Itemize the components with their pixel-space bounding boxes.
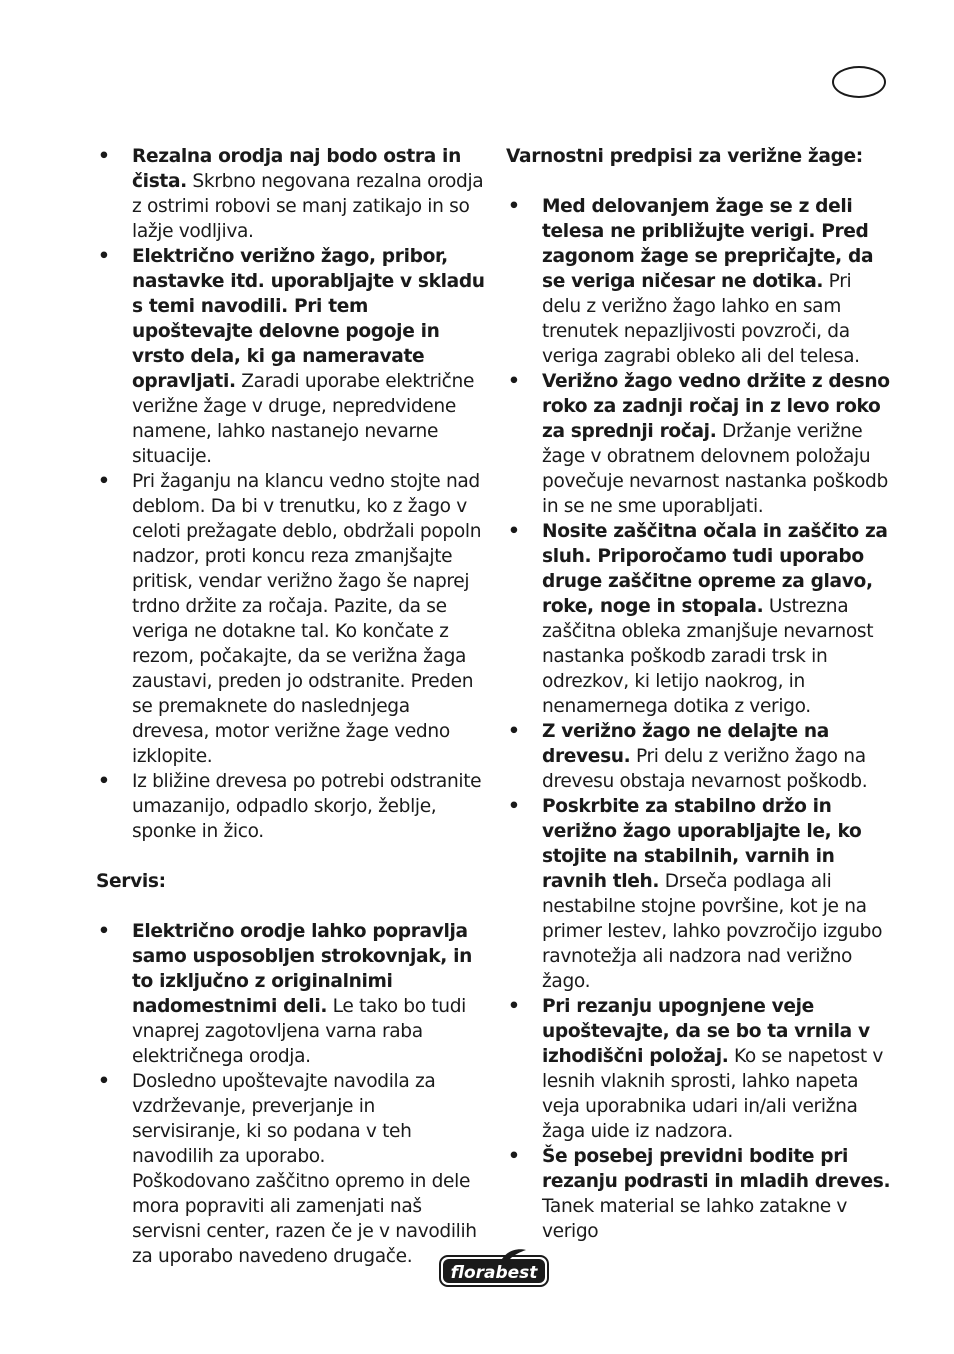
bullet-icon: • bbox=[508, 521, 520, 542]
item-text: Pri delu z verižno žago lahko en sam trenutek nepazljivosti povzroči, da veriga zagrabi obleko ali del telesa. bbox=[542, 271, 860, 367]
list-item bbox=[506, 194, 892, 369]
bullet-icon: • bbox=[508, 796, 520, 817]
list-item bbox=[506, 1144, 892, 1244]
item-text: Tanek material se lahko zatakne v verigo bbox=[542, 1196, 848, 1242]
item-text: Skrbno negovana rezalna orodja z ostrimi robovi se manj zatikajo in so lažje vodljiva. bbox=[132, 171, 484, 242]
bullet-icon: • bbox=[98, 146, 110, 167]
bullet-icon: • bbox=[508, 1146, 520, 1167]
list-item bbox=[96, 469, 488, 769]
item-text: Iz bližine drevesa po potrebi odstranite umazanijo, odpadlo skorjo, žeblje, sponke in žico. bbox=[132, 771, 482, 842]
item-text: Pri žaganju na klancu vedno stojte nad deblom. Da bi v trenutku, ko z žago v celoti prežagate deblo, obdržali popoln nadzor, proti koncu reza zmanjšajte pritisk, vendar verižno žago še naprej trdno držite za ročaja. Pazite, da se veriga ne dotakne tal. Ko končate z rezom, počakajte, da se verižna žaga zaustavi, preden jo odstranite. Preden se premaknete do naslednjega drevesa, motor verižne žage vedno izklopite. bbox=[132, 471, 482, 767]
item-bold-text: Poskrbite za stabilno držo in verižno žago uporabljajte le, ko stojite na stabilnih, varnih in ravnih tleh. bbox=[542, 796, 862, 892]
list-item bbox=[506, 369, 892, 519]
list-item bbox=[506, 519, 892, 719]
item-bold-text: Verižno žago vedno držite z desno roko za zadnji ročaj in z levo roko za sprednji ročaj. bbox=[542, 371, 890, 442]
bullet-icon: • bbox=[508, 196, 520, 217]
item-text: Le tako bo tudi vnaprej zagotovljena varna raba električnega orodja. bbox=[132, 996, 466, 1067]
item-text: Zaradi uporabe električne verižne žage v druge, nepredvidene namene, lahko nastanejo nevarne situacije. bbox=[132, 371, 475, 467]
item-text: Drseča podlaga ali nestabilne stojne površine, kot je na primer lestev, lahko povzročijo izgubo ravnotežja ali nadzora nad verižno žago. bbox=[542, 871, 883, 992]
list-item bbox=[96, 1069, 488, 1169]
bullet-icon: • bbox=[508, 721, 520, 742]
item-bold-text: Električno verižno žago, pribor, nastavke itd. uporabljajte v skladu s temi navodili. Pri tem upoštevajte delovne pogoje in vrsto dela, ki ga nameravate opravljati. bbox=[132, 246, 485, 392]
continuation-paragraph: Poškodovano zaščitno opremo in dele mora popraviti ali zamenjati naš servisni center, razen če je v navodilih za uporabo navedeno drugače. bbox=[132, 1171, 477, 1267]
item-bold-text: Z verižno žago ne delajte na drevesu. bbox=[542, 721, 829, 767]
safety-list-right bbox=[506, 194, 892, 1244]
language-badge bbox=[832, 66, 886, 98]
section-title-safety: Varnostni predpisi za verižne žage: bbox=[506, 146, 863, 167]
list-item bbox=[506, 994, 892, 1144]
bullet-icon: • bbox=[508, 996, 520, 1017]
bullet-icon: • bbox=[98, 1071, 110, 1092]
list-item bbox=[96, 769, 488, 844]
bullet-icon: • bbox=[98, 246, 110, 267]
item-text: Pri delu z verižno žago na drevesu obstaja nevarnost poškodb. bbox=[542, 746, 868, 792]
left-column bbox=[96, 144, 488, 1269]
item-bold-text: Pri rezanju upognjene veje upoštevajte, da se bo ta vrnila v izhodiščni položaj. bbox=[542, 996, 870, 1067]
list-item bbox=[96, 244, 488, 469]
item-text: Ko se napetost v lesnih vlaknih sprosti, lahko napeta veja uporabnika udari in/ali verižna žaga uide iz nadzora. bbox=[542, 1046, 883, 1142]
florabest-logo-icon bbox=[438, 1248, 550, 1288]
logo-text: florabest bbox=[450, 1263, 538, 1283]
safety-list-left bbox=[96, 144, 488, 844]
list-item bbox=[506, 719, 892, 794]
item-text: Dosledno upoštevajte navodila za vzdrževanje, preverjanje in servisiranje, ki so podana v teh navodilih za uporabo. bbox=[132, 1071, 436, 1167]
list-item bbox=[96, 919, 488, 1069]
list-item bbox=[506, 794, 892, 994]
item-bold-text: Še posebej previdni bodite pri rezanju podrasti in mladih dreves. bbox=[542, 1146, 891, 1192]
service-list bbox=[96, 919, 488, 1169]
list-item bbox=[96, 144, 488, 244]
item-bold-text: Rezalna orodja naj bodo ostra in čista. bbox=[132, 146, 461, 192]
bullet-icon: • bbox=[508, 371, 520, 392]
bullet-icon: • bbox=[98, 471, 110, 492]
item-bold-text: Nosite zaščitna očala in zaščito za sluh. Priporočamo tudi uporabo druge zaščitne opreme za glavo, roke, noge in stopala. bbox=[542, 521, 888, 617]
item-text: Ustrezna zaščitna obleka zmanjšuje nevarnost nastanka poškodb zaradi trsk in odrezkov, ki letijo naokrog, in nenamernega dotika z verigo. bbox=[542, 596, 874, 717]
florabest-logo bbox=[438, 1248, 550, 1288]
bullet-icon: • bbox=[98, 921, 110, 942]
item-bold-text: Med delovanjem žage se z deli telesa ne približujte verigi. Pred zagonom žage se prepričajte, da se veriga ničesar ne dotika. bbox=[542, 196, 874, 292]
right-column bbox=[506, 144, 892, 1244]
item-text: Držanje verižne žage v obratnem delovnem položaju povečuje nevarnost nastanka poškodb in se ne sme uporabljati. bbox=[542, 421, 888, 517]
bullet-icon: • bbox=[98, 771, 110, 792]
item-bold-text: Električno orodje lahko popravlja samo usposobljen strokovnjak, in to izključno z originalnimi nadomestnimi deli. bbox=[132, 921, 472, 1017]
section-title-servis: Servis: bbox=[96, 871, 166, 892]
